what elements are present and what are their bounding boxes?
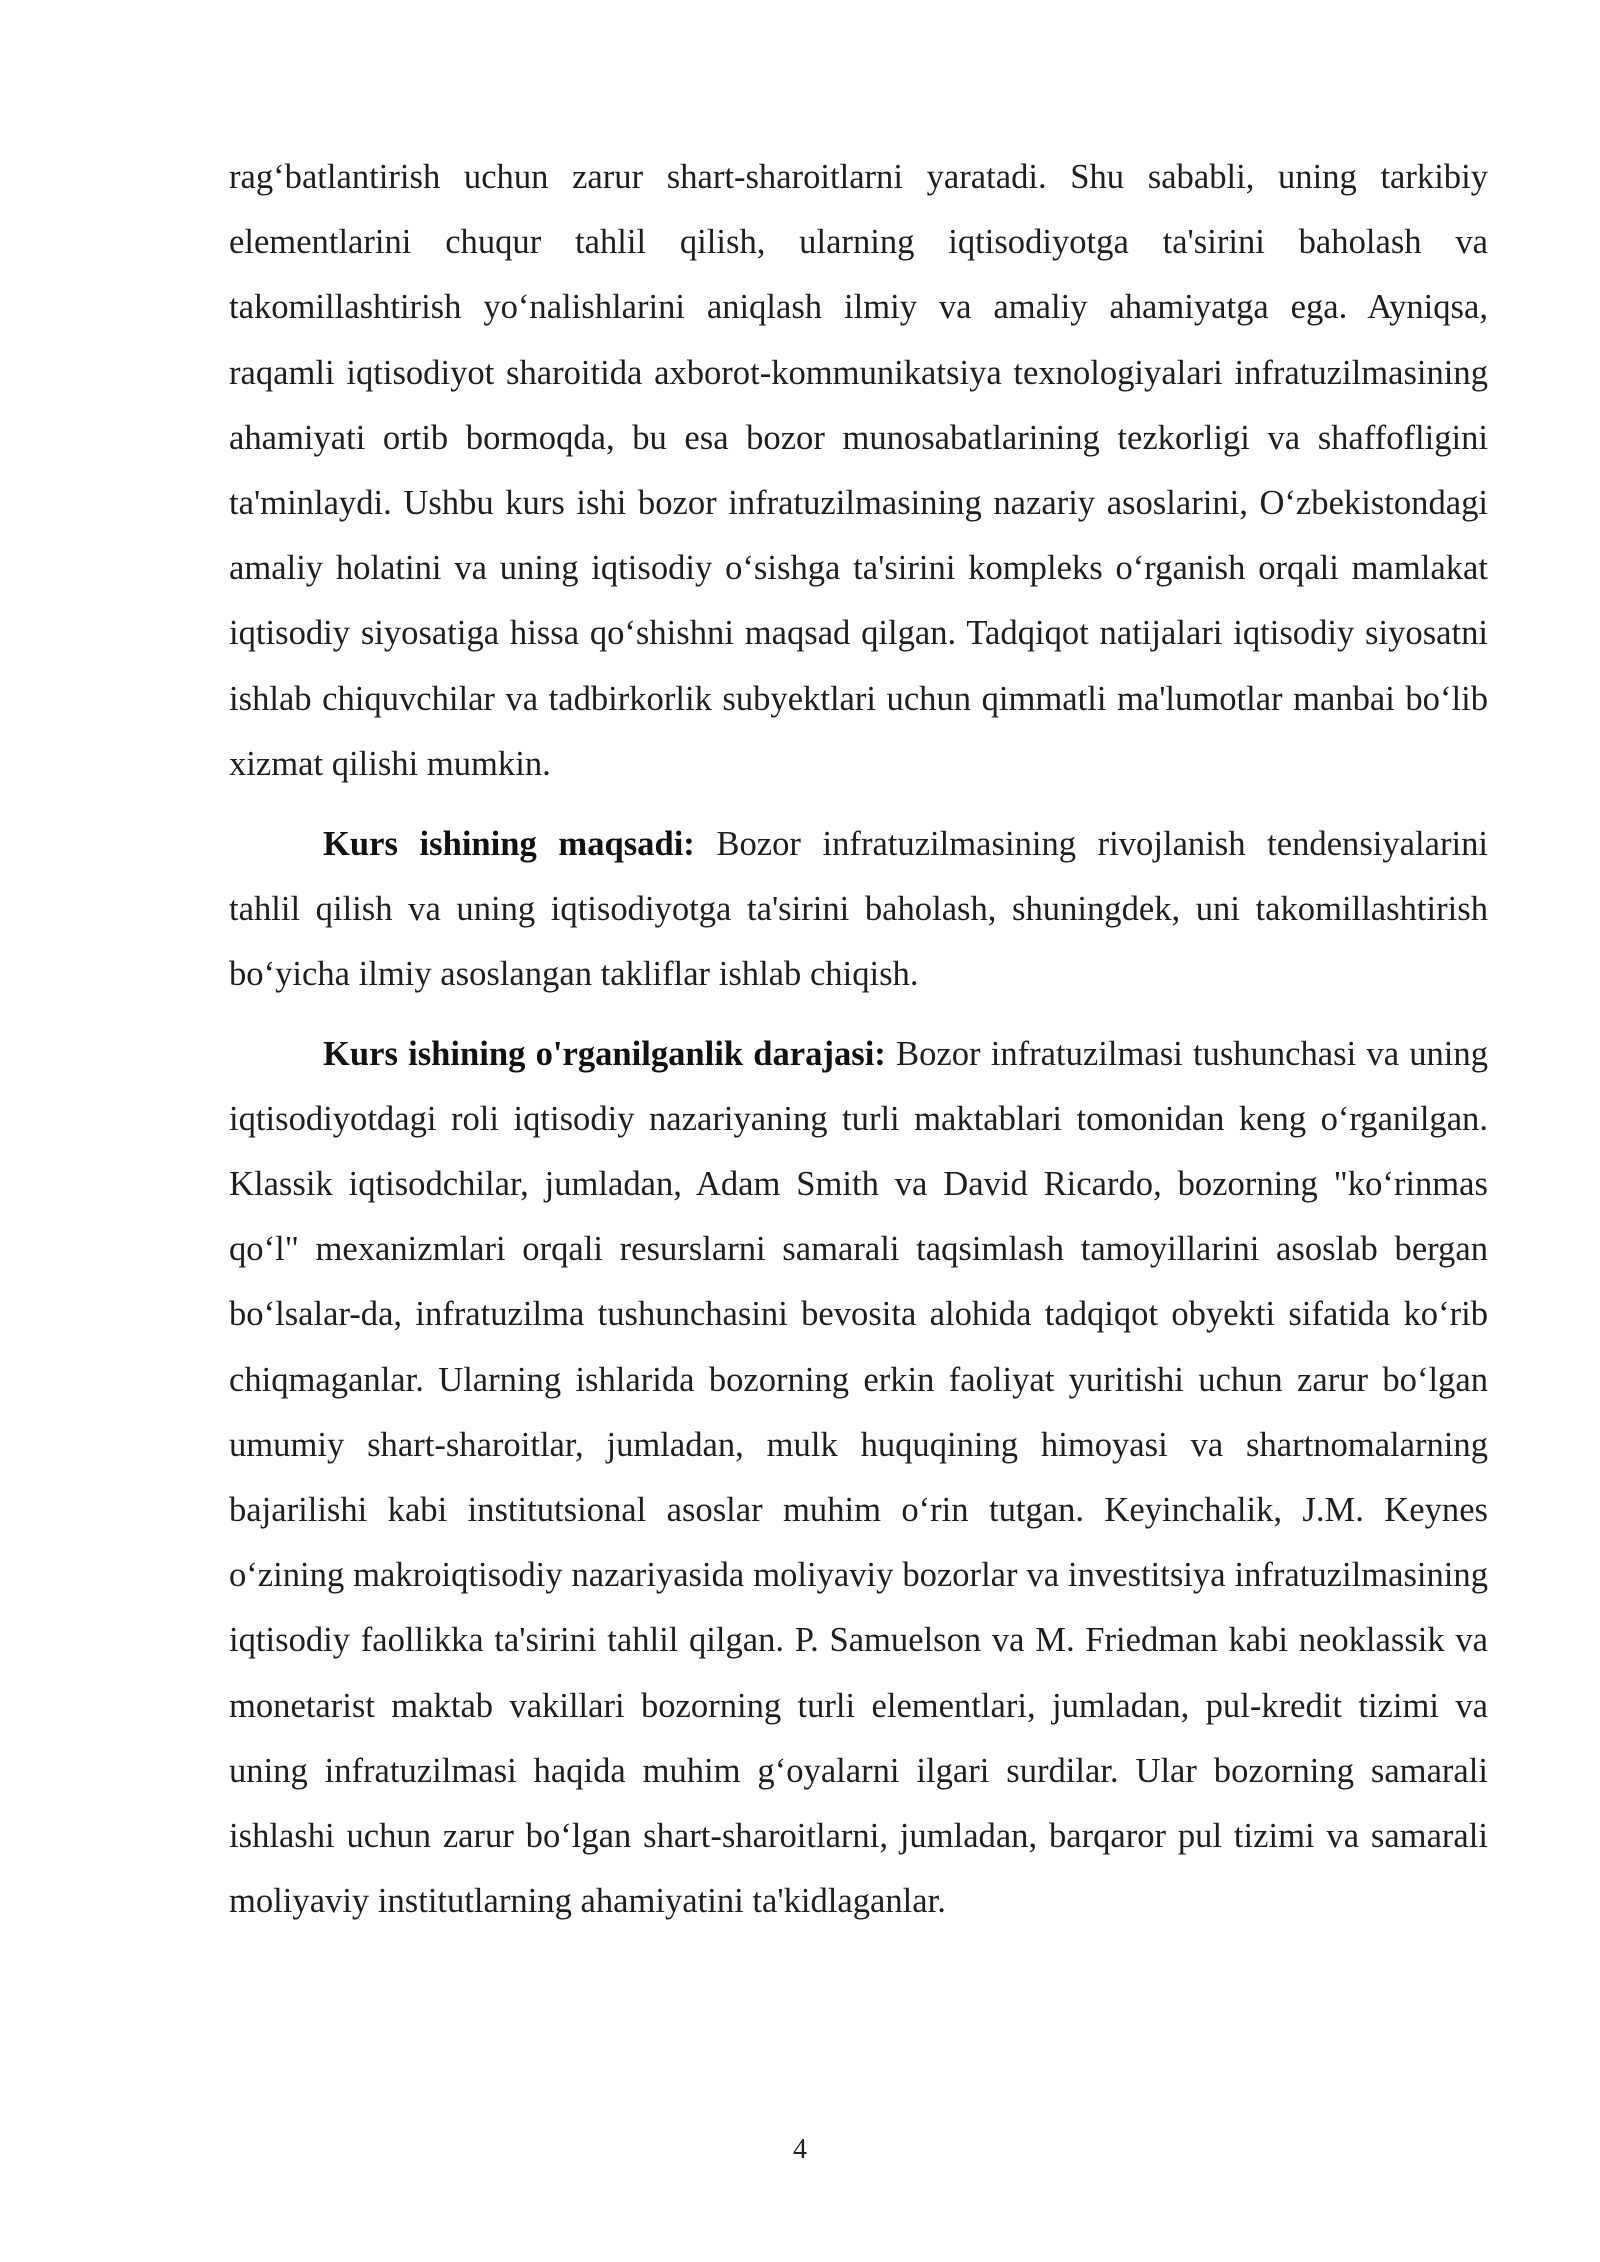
course-goal-text: Bozor infratuzilmasining rivojlanish tendensiyalarini tahlil qilish va uning iqtisodiyotga ta'sirini baholash, shuningdek, uni takomillashtirish bo‘yicha ilmiy asoslangan takliflar ishlab chiqish.: [229, 825, 1488, 994]
study-level-heading: Kurs ishining o'rganilganlik darajasi:: [323, 1034, 886, 1073]
paragraph-intro-continuation: rag‘batlantirish uchun zarur shart-sharoitlarni yaratadi. Shu sababli, uning tarkibiy elementlarini chuqur tahlil qilish, ularning iqtisodiyotga ta'sirini baholash va takomillashtirish yo‘nalishlarini aniqlash ilmiy va amaliy ahamiyatga ega. Ayniqsa, raqamli iqtisodiyot sharoitida axborot-kommunikatsiya texnologiyalari infratuzilmasining ahamiyati ortib bormoqda, bu esa bozor munosabatlarining tezkorligi va shaffofligini ta'minlaydi. Ushbu kurs ishi bozor infratuzilmasining nazariy asoslarini, O‘zbekistondagi amaliy holatini va uning iqtisodiy o‘sishga ta'sirini kompleks o‘rganish orqali mamlakat iqtisodiy siyosatiga hissa qo‘shishni maqsad qilgan. Tadqiqot natijalari iqtisodiy siyosatni ishlab chiquvchilar va tadbirkorlik subyektlari uchun qimmatli ma'lumotlar manbai bo‘lib xizmat qilishi mumkin.: [229, 158, 1488, 783]
paragraph-study-level: [229, 1022, 1488, 1935]
body-text: [229, 145, 1488, 1934]
course-goal-heading: Kurs ishining maqsadi:: [323, 825, 695, 864]
study-level-text: Bozor infratuzilmasi tushunchasi va uning iqtisodiyotdagi roli iqtisodiy nazariyaning turli maktablari tomonidan keng o‘rganilgan. Klassik iqtisodchilar, jumladan, Adam Smith va David Ricardo, bozorning "ko‘rinmas qo‘l" mexanizmlari orqali resurslarni samarali taqsimlash tamoyillarini asoslab bergan bo‘lsalar-da, infratuzilma tushunchasini bevosita alohida tadqiqot obyekti sifatida ko‘rib chiqmaganlar. Ularning ishlarida bozorning erkin faoliyat yuritishi uchun zarur bo‘lgan umumiy shart-sharoitlar, jumladan, mulk huquqining himoyasi va shartnomalarning bajarilishi kabi institutsional asoslar muhim o‘rin tutgan. Keyinchalik, J.M. Keynes o‘zining makroiqtisodiy nazariyasida moliyaviy bozorlar va investitsiya infratuzilmasining iqtisodiy faollikka ta'sirini tahlil qilgan. P. Samuelson va M. Friedman kabi neoklassik va monetarist maktab vakillari bozorning turli elementlari, jumladan, pul-kredit tizimi va uning infratuzilmasi haqida muhim g‘oyalarni ilgari surdilar. Ular bozorning samarali ishlashi uchun zarur bo‘lgan shart-sharoitlarni, jumladan, barqaror pul tizimi va samarali moliyaviy institutlarning ahamiyatini ta'kidlaganlar.: [229, 1034, 1488, 1921]
paragraph-course-goal: [229, 812, 1488, 1008]
page-number: 4: [793, 2134, 807, 2165]
